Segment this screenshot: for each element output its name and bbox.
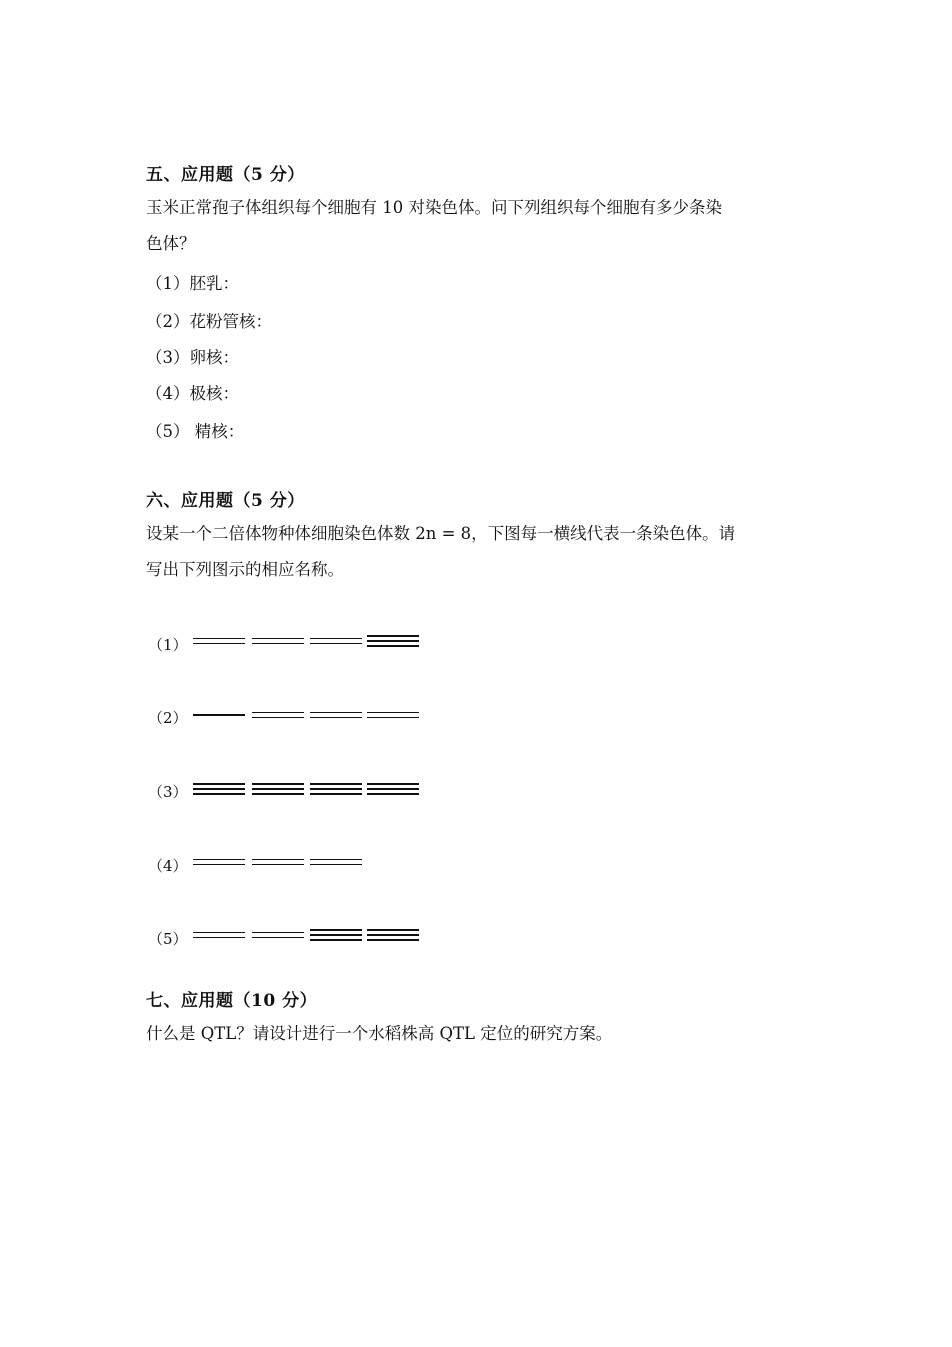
chromosome-line xyxy=(252,859,304,861)
q5-item-1: （1）胚乳： xyxy=(146,274,239,293)
chromosome-line xyxy=(367,793,419,795)
q5-question-line-2: 色体？ xyxy=(146,234,196,253)
chromosome-line xyxy=(367,635,419,637)
chromosome-line xyxy=(193,859,245,861)
chromosome-line xyxy=(367,929,419,931)
chromosome-group xyxy=(252,859,304,866)
chromosome-line xyxy=(252,638,304,640)
chromosome-group xyxy=(310,712,362,719)
chromosome-group xyxy=(193,783,245,795)
q7-question-line-1: 什么是 QTL？请设计进行一个水稻株高 QTL 定位的研究方案。 xyxy=(146,1024,613,1043)
chromosome-group xyxy=(193,638,245,645)
chromosome-group xyxy=(310,929,362,941)
chromosome-line xyxy=(367,640,419,642)
chromosome-line xyxy=(252,643,304,645)
chromosome-line xyxy=(367,645,419,647)
chromosome-line xyxy=(310,864,362,866)
diagram-label-4: （4） xyxy=(148,857,188,875)
chromosome-line xyxy=(193,932,245,934)
chromosome-line xyxy=(252,717,304,719)
chromosome-line xyxy=(310,788,362,790)
chromosome-group xyxy=(367,783,419,795)
chromosome-line xyxy=(193,638,245,640)
chromosome-line xyxy=(310,859,362,861)
q5-item-3: （3）卵核： xyxy=(146,348,239,367)
chromosome-line xyxy=(310,929,362,931)
chromosome-group xyxy=(193,714,245,716)
chromosome-line xyxy=(252,793,304,795)
chromosome-group xyxy=(252,783,304,795)
chromosome-group xyxy=(367,635,419,647)
chromosome-line xyxy=(252,788,304,790)
chromosome-line xyxy=(367,717,419,719)
chromosome-line xyxy=(310,712,362,714)
chromosome-line xyxy=(367,783,419,785)
chromosome-line xyxy=(252,712,304,714)
q6-heading: 六、应用题（5 分） xyxy=(146,491,305,511)
chromosome-line xyxy=(367,788,419,790)
chromosome-line xyxy=(310,643,362,645)
chromosome-group xyxy=(193,859,245,866)
chromosome-line xyxy=(193,783,245,785)
chromosome-group xyxy=(367,929,419,941)
q6-question-line-1: 设某一个二倍体物种体细胞染色体数 2n = 8，下图每一横线代表一条染色体。请 xyxy=(146,524,736,543)
chromosome-line xyxy=(193,714,245,716)
chromosome-group xyxy=(367,712,419,719)
chromosome-line xyxy=(310,793,362,795)
chromosome-line xyxy=(193,788,245,790)
chromosome-line xyxy=(252,937,304,939)
chromosome-line xyxy=(193,937,245,939)
chromosome-line xyxy=(252,932,304,934)
chromosome-line xyxy=(252,864,304,866)
q5-item-4: （4）极核： xyxy=(146,384,239,403)
chromosome-group xyxy=(252,712,304,719)
q6-question-line-2: 写出下列图示的相应名称。 xyxy=(146,560,344,579)
chromosome-line xyxy=(367,934,419,936)
chromosome-line xyxy=(367,939,419,941)
chromosome-line xyxy=(310,717,362,719)
chromosome-line xyxy=(310,783,362,785)
chromosome-line xyxy=(193,643,245,645)
q5-question-line-1: 玉米正常孢子体组织每个细胞有 10 对染色体。问下列组织每个细胞有多少条染 xyxy=(146,198,722,217)
chromosome-group xyxy=(310,638,362,645)
chromosome-line xyxy=(193,793,245,795)
chromosome-line xyxy=(252,783,304,785)
chromosome-group xyxy=(193,932,245,939)
diagram-label-5: （5） xyxy=(148,930,188,948)
chromosome-line xyxy=(367,712,419,714)
chromosome-group xyxy=(310,859,362,866)
diagram-label-2: （2） xyxy=(148,709,188,727)
chromosome-line xyxy=(310,939,362,941)
diagram-label-1: （1） xyxy=(148,636,188,654)
q5-heading: 五、应用题（5 分） xyxy=(146,165,305,185)
chromosome-line xyxy=(310,638,362,640)
chromosome-line xyxy=(193,864,245,866)
chromosome-group xyxy=(252,638,304,645)
chromosome-group xyxy=(252,932,304,939)
q5-item-2: （2）花粉管核： xyxy=(146,312,272,331)
chromosome-group xyxy=(310,783,362,795)
q7-heading: 七、应用题（10 分） xyxy=(146,991,318,1011)
chromosome-line xyxy=(310,934,362,936)
diagram-label-3: （3） xyxy=(148,783,188,801)
q5-item-5: （5） 精核： xyxy=(146,422,245,441)
